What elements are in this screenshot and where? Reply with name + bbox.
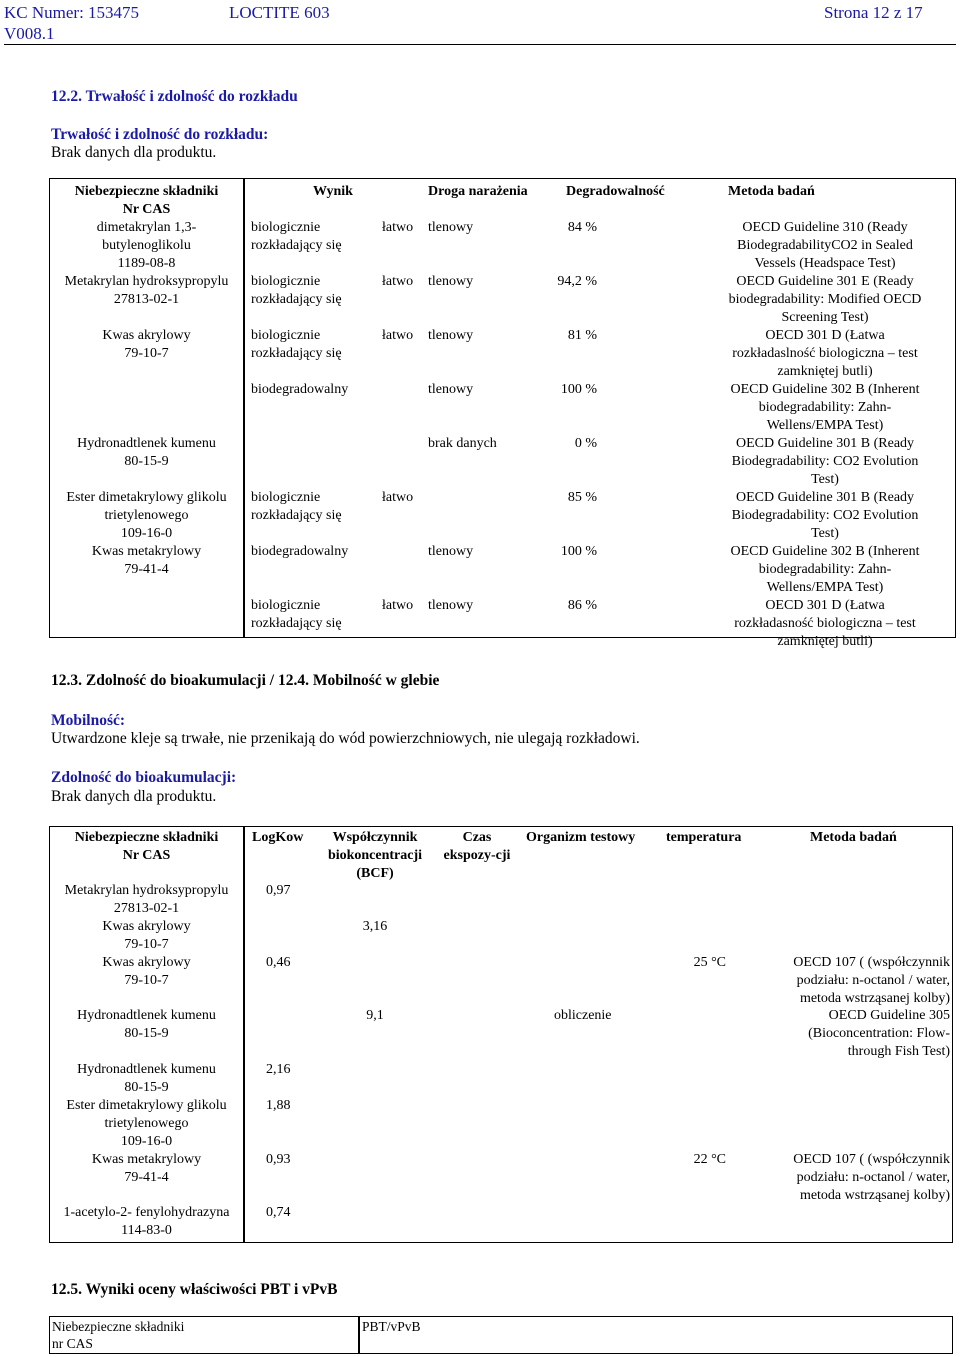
table2-header-bcf: (BCF): [356, 866, 394, 881]
table1-cell-metoda: OECD Guideline 302 B (Inherent: [730, 544, 920, 559]
table1-header-cas: Nr CAS: [122, 202, 171, 217]
table1-cell-degradowalnosc: 84 %: [567, 220, 597, 235]
table2-cell-metoda: podziału: n-octanol / water,: [796, 973, 950, 988]
table1-cell-droga: tlenowy: [428, 220, 474, 235]
table1-substance-line: Ester dimetakrylowy glikolu: [66, 490, 227, 505]
table1-cell-wynik: rozkładający się: [251, 238, 342, 253]
table2-cell-metoda: metoda wstrząsanej kolby): [799, 991, 950, 1006]
table2-cell-organizm: obliczenie: [554, 1008, 612, 1023]
table1-cell-wynik: biologicznie: [251, 598, 321, 613]
table2-header-organizm: Organizm testowy: [526, 830, 636, 845]
header-page: Strona 12 z 17: [824, 3, 923, 22]
table2-cell-metoda: OECD 107 ( (współczynnik: [793, 1152, 950, 1167]
table1-cell-degradowalnosc: 85 %: [567, 490, 597, 505]
table2-cell-logkow: 0,97: [266, 883, 291, 898]
table1-substance-line: 79-10-7: [124, 346, 169, 361]
table1-substance-line: Hydronadtlenek kumenu: [77, 436, 216, 451]
pbt-header-pbt-vpvb: PBT/vPvB: [362, 1319, 421, 1334]
table2-header-logkow: LogKow: [252, 830, 304, 845]
table1-cell-metoda: Biodegradability: CO2 Evolution: [731, 454, 919, 469]
table1-cell-latwo: łatwo: [382, 490, 414, 505]
pbt-table-header-pbt: [359, 1316, 953, 1354]
table1-cell-latwo: łatwo: [382, 220, 414, 235]
table1-cell-wynik: biologicznie: [251, 274, 321, 289]
table1-cell-metoda: OECD Guideline 301 E (Ready: [736, 274, 914, 289]
table1-cell-wynik: biodegradowalny: [251, 544, 349, 559]
table2-cell-logkow: 1,88: [266, 1098, 291, 1113]
table1-cell-metoda: biodegradability: Zahn-: [758, 562, 892, 577]
table2-cell-substance: trietylenowego: [104, 1116, 189, 1131]
table2-cell-metoda: (Bioconcentration: Flow-: [808, 1026, 950, 1041]
table2-cell-logkow: 0,93: [266, 1152, 291, 1167]
table1-substance-line: 27813-02-1: [113, 292, 180, 307]
table2-cell-substance: 79-10-7: [124, 973, 169, 988]
table2-cell-substance: 80-15-9: [124, 1080, 169, 1095]
table2-cell-substance: 79-10-7: [124, 937, 169, 952]
table1-cell-metoda: biodegradability: Modified OECD: [728, 292, 922, 307]
table1-substance-line: Kwas akrylowy: [102, 328, 191, 343]
table1-cell-droga: tlenowy: [428, 274, 474, 289]
table1-cell-metoda: OECD 301 D (Łatwa: [765, 328, 885, 343]
table2-cell-substance: Hydronadtlenek kumenu: [77, 1008, 216, 1023]
section-12-5-title: 12.5. Wyniki oceny właściwości PBT i vPvB: [51, 1281, 338, 1298]
table1-cell-metoda: biodegradability: Zahn-: [758, 400, 892, 415]
table1-cell-metoda: rozkładasność biologiczna – test: [734, 616, 916, 631]
table2-cell-metoda: OECD Guideline 305: [828, 1008, 950, 1023]
table2-cell-substance: Kwas metakrylowy: [91, 1152, 202, 1167]
header-rule: [4, 44, 956, 45]
table2-cell-metoda: OECD 107 ( (współczynnik: [793, 955, 950, 970]
table2-header-substances: Niebezpieczne składniki: [74, 830, 219, 845]
table1-header-substances: Niebezpieczne składniki: [74, 184, 219, 199]
table1-cell-metoda: Biodegradability: CO2 Evolution: [731, 508, 919, 523]
bioaccumulation-text: Brak danych dla produktu.: [51, 788, 217, 805]
table1-cell-metoda: OECD Guideline 302 B (Inherent: [730, 382, 920, 397]
table2-cell-temperatura: 25 °C: [693, 955, 726, 970]
table2-cell-substance: 27813-02-1: [113, 901, 180, 916]
table2-header-bcf: biokoncentracji: [327, 848, 423, 863]
table1-cell-degradowalnosc: 100 %: [560, 382, 597, 397]
header-version: V008.1: [4, 24, 55, 43]
table1-substance-line: Metakrylan hydroksypropylu: [64, 274, 229, 289]
mobility-text: Utwardzone kleje są trwałe, nie przenikają do wód powierzchniowych, nie ulegają rozkładowi.: [51, 730, 640, 747]
table1-substance-line: trietylenowego: [104, 508, 189, 523]
table2-header-temperatura: temperatura: [666, 830, 742, 845]
table2-cell-substance: Kwas akrylowy: [102, 919, 191, 934]
table1-cell-droga: brak danych: [428, 436, 497, 451]
table1-cell-metoda: rozkładaslność biologiczna – test: [732, 346, 918, 361]
table2-cell-bcf: 9,1: [366, 1008, 384, 1023]
table2-cell-substance: 109-16-0: [120, 1134, 173, 1149]
table1-substance-line: 80-15-9: [124, 454, 169, 469]
table1-substance-line: Kwas metakrylowy: [91, 544, 202, 559]
table2-cell-substance: 1-acetylo-2- fenylohydrazyna: [63, 1205, 230, 1220]
table1-cell-droga: tlenowy: [428, 328, 474, 343]
table1-substance-line: 79-41-4: [124, 562, 169, 577]
table1-cell-metoda: zamkniętej butli): [777, 364, 873, 379]
table1-substance-line: dimetakrylan 1,3-: [96, 220, 197, 235]
table2-cell-substance: Ester dimetakrylowy glikolu: [66, 1098, 227, 1113]
table1-header-wynik: Wynik: [313, 184, 353, 199]
table1-cell-metoda: OECD Guideline 301 B (Ready: [735, 436, 915, 451]
table1-cell-metoda: Wellens/EMPA Test): [766, 580, 884, 595]
table2-cell-substance: Hydronadtlenek kumenu: [77, 1062, 216, 1077]
table1-cell-metoda: Wellens/EMPA Test): [766, 418, 884, 433]
header-product: LOCTITE 603: [229, 3, 330, 22]
table2-cell-substance: Metakrylan hydroksypropylu: [64, 883, 229, 898]
table1-substance-line: 1189-08-8: [117, 256, 176, 271]
table2-cell-metoda: through Fish Test): [847, 1044, 950, 1059]
table1-cell-degradowalnosc: 94,2 %: [557, 274, 597, 289]
table1-cell-wynik: biologicznie: [251, 328, 321, 343]
table1-cell-latwo: łatwo: [382, 598, 414, 613]
table2-cell-substance: 114-83-0: [121, 1223, 172, 1238]
table1-cell-wynik: rozkładający się: [251, 616, 342, 631]
table1-cell-wynik: rozkładający się: [251, 508, 342, 523]
table2-header-cas: Nr CAS: [122, 848, 171, 863]
table1-cell-metoda: OECD 301 D (Łatwa: [765, 598, 885, 613]
table1-cell-degradowalnosc: 0 %: [574, 436, 597, 451]
table2-cell-metoda: metoda wstrząsanej kolby): [799, 1188, 950, 1203]
header-kc-number: KC Numer: 153475: [4, 3, 140, 22]
table2-cell-metoda: podziału: n-octanol / water,: [796, 1170, 950, 1185]
table1-cell-wynik: biodegradowalny: [251, 382, 349, 397]
table1-substance-line: 109-16-0: [120, 526, 173, 541]
table1-header-metoda: Metoda badań: [728, 184, 815, 199]
table2-cell-substance: 79-41-4: [124, 1170, 169, 1185]
table1-cell-wynik: rozkładający się: [251, 346, 342, 361]
bioaccumulation-label: Zdolność do bioakumulacji:: [51, 769, 237, 786]
pbt-header-cas: nr CAS: [52, 1336, 93, 1351]
table1-cell-metoda: Test): [811, 526, 839, 541]
table1-header-degradowalnosc: Degradowalność: [566, 184, 665, 199]
table2-cell-bcf: 3,16: [362, 919, 388, 934]
table1-cell-wynik: rozkładający się: [251, 292, 342, 307]
section-12-3-title: 12.3. Zdolność do bioakumulacji / 12.4. Mobilność w glebie: [51, 672, 440, 689]
table1-cell-latwo: łatwo: [382, 328, 414, 343]
section-12-2-subtitle: Trwałość i zdolność do rozkładu:: [51, 126, 269, 143]
table1-cell-metoda: OECD Guideline 301 B (Ready: [735, 490, 915, 505]
table1-substance-line: butylenoglikolu: [102, 238, 191, 253]
table2-cell-logkow: 0,46: [266, 955, 291, 970]
table1-header-droga: Droga narażenia: [428, 184, 528, 199]
table2-header-czas: ekspozy-cji: [443, 848, 511, 863]
table2-header-bcf: Współczynnik: [332, 830, 418, 845]
table1-cell-metoda: zamkniętej butli): [777, 634, 873, 649]
table1-cell-metoda: Screening Test): [781, 310, 869, 325]
pbt-header-substances: Niebezpieczne składniki: [52, 1319, 185, 1334]
table2-header-czas: Czas: [462, 830, 492, 845]
table1-cell-metoda: BiodegradabilityCO2 in Sealed: [737, 238, 913, 253]
table2-cell-logkow: 0,74: [266, 1205, 291, 1220]
table1-cell-wynik: biologicznie: [251, 220, 321, 235]
table1-cell-latwo: łatwo: [382, 274, 414, 289]
table1-cell-metoda: Vessels (Headspace Test): [754, 256, 896, 271]
mobility-label: Mobilność:: [51, 712, 126, 729]
table1-cell-droga: tlenowy: [428, 598, 474, 613]
table1-cell-wynik: biologicznie: [251, 490, 321, 505]
table2-cell-substance: Kwas akrylowy: [102, 955, 191, 970]
table2-cell-substance: 80-15-9: [124, 1026, 169, 1041]
table1-cell-metoda: OECD Guideline 310 (Ready: [742, 220, 908, 235]
section-12-2-text: Brak danych dla produktu.: [51, 144, 217, 161]
table1-cell-droga: tlenowy: [428, 544, 474, 559]
table1-cell-droga: tlenowy: [428, 382, 474, 397]
table1-cell-degradowalnosc: 100 %: [560, 544, 597, 559]
table2-header-metoda: Metoda badań: [810, 830, 897, 845]
table1-cell-degradowalnosc: 81 %: [567, 328, 597, 343]
table2-cell-temperatura: 22 °C: [693, 1152, 726, 1167]
table1-cell-metoda: Test): [811, 472, 839, 487]
section-12-2-title: 12.2. Trwałość i zdolność do rozkładu: [51, 88, 298, 105]
table2-cell-logkow: 2,16: [266, 1062, 291, 1077]
table1-cell-degradowalnosc: 86 %: [567, 598, 597, 613]
